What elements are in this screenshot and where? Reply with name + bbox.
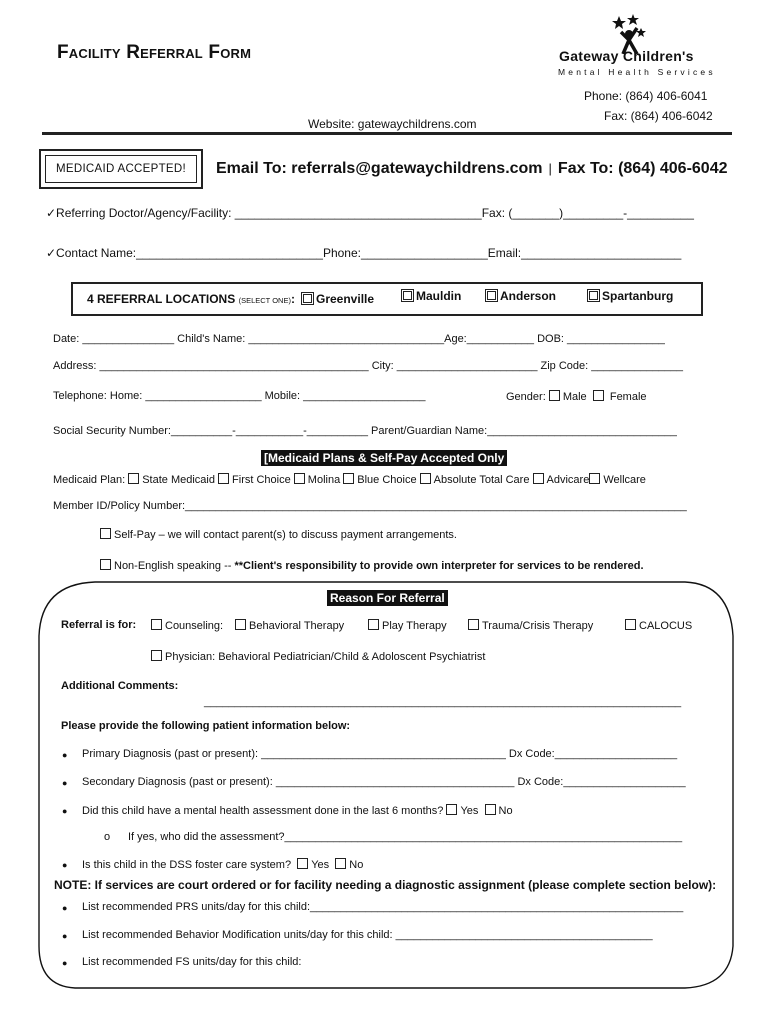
plan-option: Wellcare [603,474,646,486]
checkbox-assessment-yes[interactable] [446,804,457,815]
option-label: CALOCUS [639,620,693,632]
checkbox-icon[interactable] [151,619,162,630]
checkbox-dss-yes[interactable] [297,858,308,869]
referral-label: Referral is for: [61,619,137,631]
reason-heading [327,591,448,605]
self-pay-option[interactable] [100,528,457,541]
male-label: Male [562,391,587,403]
provide-info-label: Please provide the following patient information below: [61,720,351,732]
plan-option: Advicare [546,474,590,486]
fax-number: Fax: (864) 406-6042 [604,109,713,123]
plan-option: First Choice [232,474,291,486]
checkbox-advicare[interactable] [533,473,544,484]
option-behavioral-therapy[interactable] [235,619,344,632]
fax-to: Fax To: (864) 406-6042 [557,160,728,177]
checkbox-state-medicaid[interactable] [128,473,139,484]
location-greenville[interactable] [301,292,374,306]
interpreter-note: **Client's responsibility to provide own interpreter for services to be rendered. [234,560,644,572]
locations-hint: (SELECT ONE) [238,296,291,305]
phone-number: Phone: (864) 406-6041 [584,89,708,103]
gender-field [506,390,647,403]
locations-colon: : [290,292,295,306]
gender-label: Gender: [506,391,546,403]
yes-label: Yes [311,859,330,871]
medicaid-plan-row [53,473,646,486]
bullet-icon: ● [62,778,68,788]
contact-field[interactable]: ✓Contact Name:____________________________Phone:___________________Email:________________________ [46,246,682,260]
dss-question [82,858,363,871]
who-assessment-field[interactable]: If yes, who did the assessment?_________________________________________________________________ [128,831,683,843]
email-to: Email To: referrals@gatewaychildrens.com [216,160,543,177]
referring-field[interactable]: ✓Referring Doctor/Agency/Facility: _____________________________________Fax: (_______)_________-__________ [46,206,694,220]
member-id-field[interactable]: Member ID/Policy Number:__________________________________________________________________________________ [53,500,687,512]
plan-option: Absolute Total Care [433,474,530,486]
checkbox-icon[interactable] [589,291,598,300]
option-physician[interactable] [151,650,485,663]
option-play-therapy[interactable] [368,619,447,632]
page-title [57,42,251,64]
location-label: Anderson [500,289,557,303]
option-counseling[interactable] [151,619,223,632]
checkbox-assessment-no[interactable] [485,804,496,815]
medicaid-badge-text: MEDICAID ACCEPTED! [45,155,197,183]
logo-subtitle: Mental Health Services [558,67,716,77]
location-spartanburg[interactable] [587,289,673,303]
checkbox-self-pay[interactable] [100,528,111,539]
option-label: Play Therapy [382,620,447,632]
bullet-icon: ● [62,958,68,968]
comments-label: Additional Comments: [61,680,179,692]
who-bullet: o [104,831,111,843]
location-anderson[interactable] [485,289,556,303]
checkbox-dss-no[interactable] [335,858,346,869]
physician-label: Physician: Behavioral Pediatrician/Child & Adoloscent Psychiatrist [165,651,486,663]
checkbox-first-choice[interactable] [218,473,229,484]
logo [553,14,723,80]
checkbox-absolute-total-care[interactable] [420,473,431,484]
assessment-question [82,804,513,817]
bullet-icon: ● [62,806,68,816]
location-label: Spartanburg [602,289,674,303]
bullet-icon: ● [62,750,68,760]
self-pay-label: Self-Pay – we will contact parent(s) to discuss payment arrangements. [114,529,457,541]
checkbox-wellcare[interactable] [589,473,600,484]
telephone-fields[interactable]: Telephone: Home: ___________________ Mobile: ____________________ [53,390,426,402]
ssn-guardian-fields[interactable]: Social Security Number:__________-___________-__________ Parent/Guardian Name:_______________________________ [53,425,677,437]
dss-label: Is this child in the DSS foster care system? [82,859,292,871]
divider [42,132,732,135]
separator: | [548,161,552,176]
bullet-icon: ● [62,860,68,870]
female-label: Female [609,391,647,403]
referral-for-row [61,619,136,631]
prs-units-field[interactable]: List recommended PRS units/day for this child:_____________________________________________________________ [82,901,684,913]
checkbox-male[interactable] [549,390,560,401]
plan-option: Blue Choice [357,474,417,486]
email-fax-line [216,160,727,178]
address-fields[interactable]: Address: ____________________________________________ City: _______________________ Zip Code: _______________ [53,360,684,372]
checkbox-icon[interactable] [468,619,479,630]
medicaid-heading-text: [Medicaid Plans & Self-Pay Accepted Only [261,450,507,466]
checkbox-icon[interactable] [625,619,636,630]
option-calocus[interactable] [625,619,692,632]
date-name-age-dob-fields[interactable]: Date: _______________ Child's Name: ________________________________Age:___________ DOB: ________________ [53,333,665,345]
option-label: Behavioral Therapy [249,620,345,632]
plan-option: Molina [307,474,341,486]
location-mauldin[interactable] [401,289,461,303]
no-label: No [349,859,364,871]
checkbox-icon[interactable] [303,294,312,303]
yes-label: Yes [460,805,479,817]
option-label: Trauma/Crisis Therapy [482,620,594,632]
locations-label [87,292,295,306]
medicaid-heading [261,451,507,465]
reason-heading-text: Reason For Referral [327,590,448,606]
checkbox-blue-choice[interactable] [343,473,354,484]
referral-locations-box [71,282,703,316]
assessment-label: Did this child have a mental health assessment done in the last 6 months? [82,805,444,817]
page-title-text: Facility Referral Form [57,42,252,63]
court-order-note: NOTE: If services are court ordered or for facility needing a diagnostic assignment (please complete section below): [54,878,717,892]
non-english-label: Non-English speaking -- [114,560,235,572]
checkbox-icon[interactable] [151,650,162,661]
medicaid-badge [39,149,203,189]
locations-label-text: 4 REFERRAL LOCATIONS [87,292,236,306]
no-label: No [498,805,513,817]
behavior-modification-field[interactable]: List recommended Behavior Modification units/day for this child: __________________________________________ [82,929,653,941]
fs-units-field[interactable]: List recommended FS units/day for this child: [82,956,302,968]
checkbox-icon[interactable] [368,619,379,630]
non-english-option[interactable] [100,559,644,572]
checkbox-female[interactable] [593,390,604,401]
location-label: Mauldin [416,289,462,303]
bullet-icon: ● [62,903,68,913]
primary-diagnosis-field[interactable]: Primary Diagnosis (past or present): ________________________________________ Dx Code:____________________ [82,748,678,760]
checkbox-icon[interactable] [235,619,246,630]
checkbox-non-english[interactable] [100,559,111,570]
logo-name: Gateway Children's [559,48,694,64]
plan-label: Medicaid Plan: [53,474,126,486]
secondary-diagnosis-field[interactable]: Secondary Diagnosis (past or present): _______________________________________ Dx Code:____________________ [82,776,686,788]
plan-option: State Medicaid [142,474,215,486]
website: Website: gatewaychildrens.com [308,117,477,131]
checkbox-icon[interactable] [403,291,412,300]
bullet-icon: ● [62,931,68,941]
checkbox-icon[interactable] [487,291,496,300]
checkbox-molina[interactable] [294,473,305,484]
option-trauma-crisis[interactable] [468,619,593,632]
location-label: Greenville [316,292,375,306]
option-label: Counseling: [165,620,224,632]
comments-field[interactable]: ______________________________________________________________________________ [204,696,682,708]
